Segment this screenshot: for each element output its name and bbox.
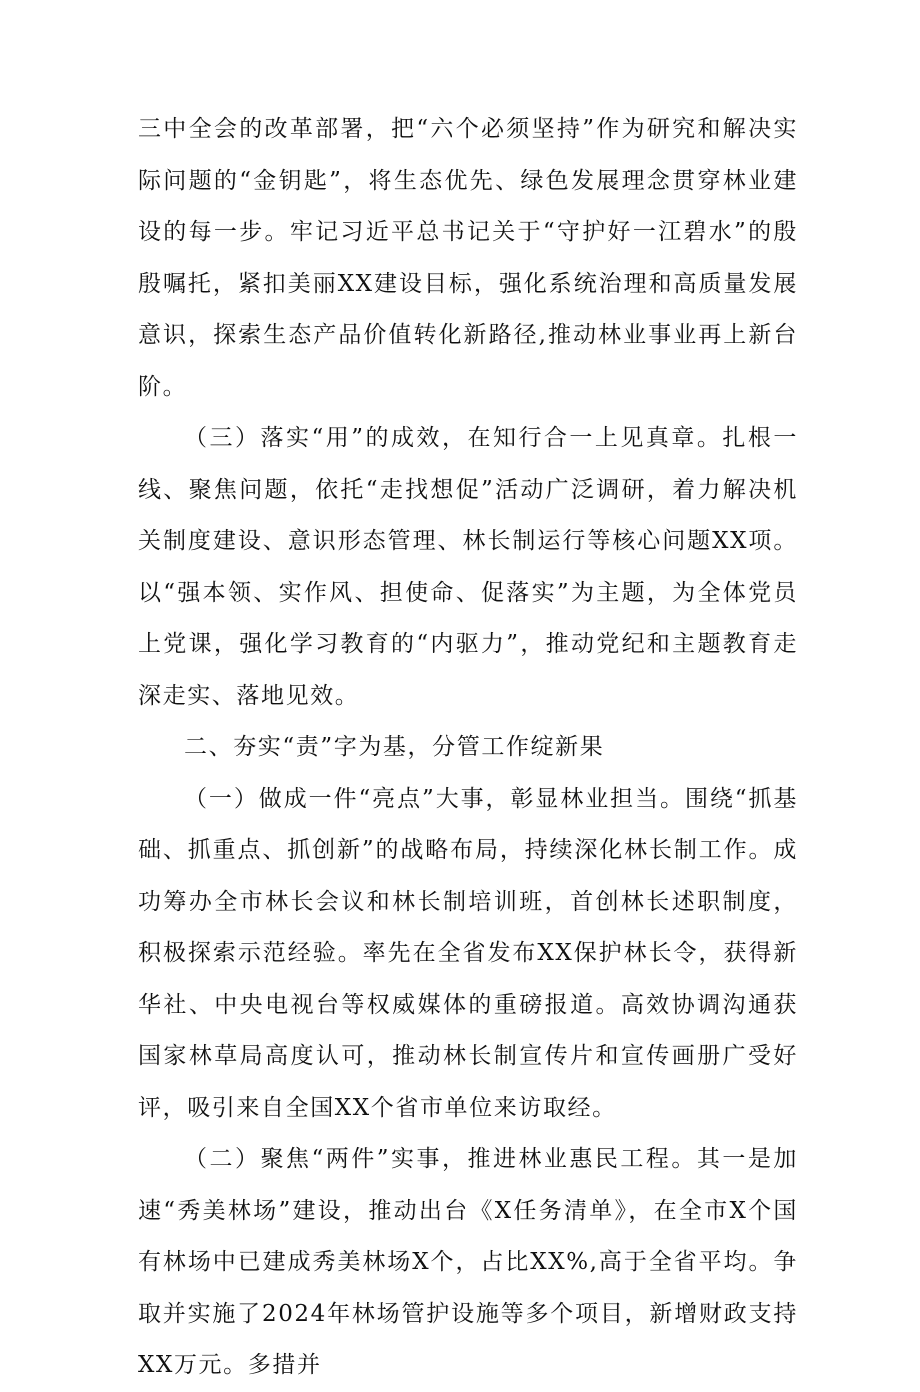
paragraph-item-two: （二）聚焦“两件”实事，推进林业惠民工程。其一是加速“秀美林场”建设，推动出台《X任务清单》，在全市X个国有林场中已建成秀美林场X个，占比XX%,高于全省平均。争取并实施了2024年林场管护设施等多个项目，新增财政支持XX万元。多措并 xyxy=(138,1146,798,1378)
paragraph-item-one: （一）做成一件“亮点”大事，彰显林业担当。围绕“抓基础、抓重点、抓创新”的战略布局，持续深化林长制工作。成功筹办全市林长会议和林长制培训班，首创林长述职制度，积极探索示范经验。率先在全省发布XX保护林长令，获得新华社、中央电视台等权威媒体的重磅报道。高效协调沟通获国家林草局高度认可，推动林长制宣传片和宣传画册广受好评，吸引来自全国XX个省市单位来访取经。 xyxy=(138,785,798,1121)
document-body xyxy=(138,104,798,1392)
section-heading-two: 二、夯实“责”字为基，分管工作绽新果 xyxy=(184,734,605,760)
paragraph-section-three: （三）落实“用”的成效，在知行合一上见真章。扎根一线、聚焦问题，依托“走找想促”活动广泛调研，着力解决机关制度建设、意识形态管理、林长制运行等核心问题XX项。以“强本领、实作风、担使命、促落实”为主题，为全体党员上党课，强化学习教育的“内驱力”，推动党纪和主题教育走深走实、落地见效。 xyxy=(138,425,798,709)
paragraph-continuation: 三中全会的改革部署，把“六个必须坚持”作为研究和解决实际问题的“金钥匙”，将生态优先、绿色发展理念贯穿林业建设的每一步。牢记习近平总书记关于“守护好一江碧水”的殷殷嘱托，紧扣美丽XX建设目标，强化系统治理和高质量发展意识，探索生态产品价值转化新路径,推动林业事业再上新台阶。 xyxy=(138,116,798,400)
